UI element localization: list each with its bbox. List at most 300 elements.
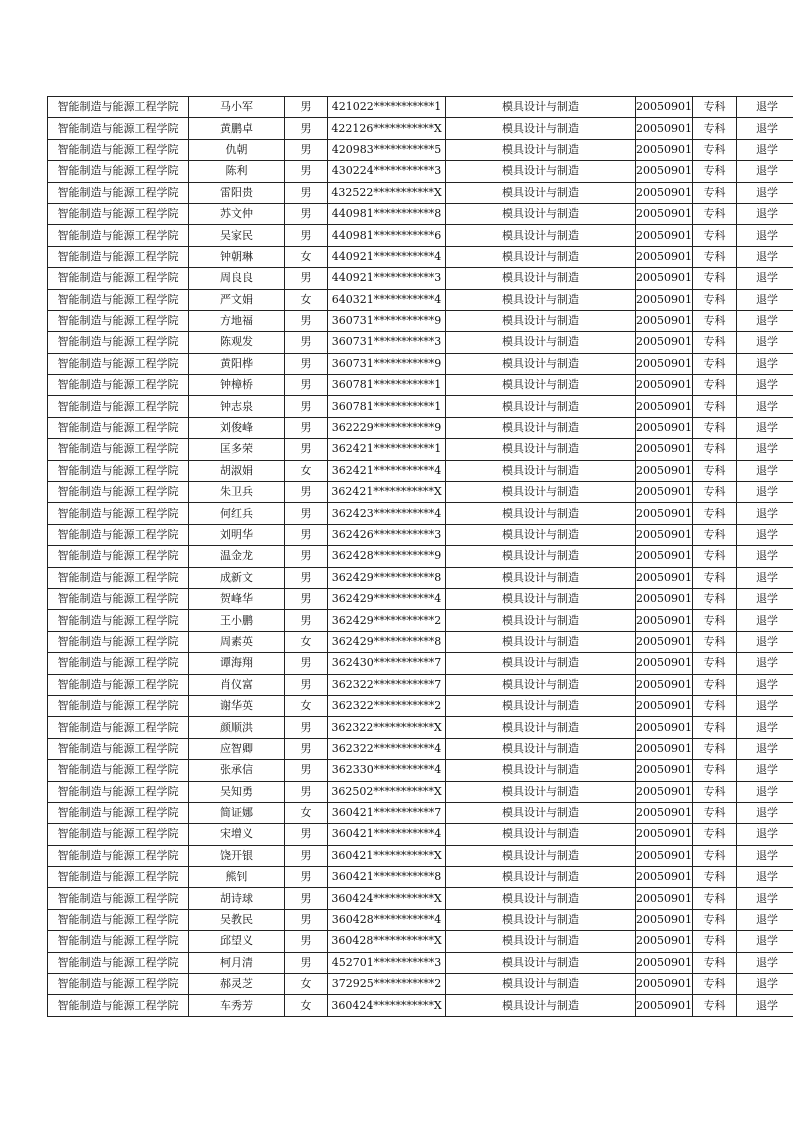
table-row: [48, 97, 793, 118]
name-cell: 成新文: [189, 567, 285, 588]
major-cell: 模具设计与制造: [446, 182, 636, 203]
enroll-date-cell: 20050901: [636, 182, 693, 203]
gender-cell: 男: [285, 396, 328, 417]
level-cell: 专科: [693, 182, 737, 203]
id-number-cell: 440981***********6: [328, 225, 446, 246]
id-number-cell: 360421***********7: [328, 802, 446, 823]
major-cell: 模具设计与制造: [446, 717, 636, 738]
name-cell: 黄阳桦: [189, 353, 285, 374]
table-row: [48, 760, 793, 781]
table-row: [48, 396, 793, 417]
level-cell: 专科: [693, 353, 737, 374]
enroll-date-cell: 20050901: [636, 332, 693, 353]
status-cell: 退学: [737, 760, 793, 781]
college-cell: 智能制造与能源工程学院: [48, 139, 189, 160]
college-cell: 智能制造与能源工程学院: [48, 653, 189, 674]
enroll-date-cell: 20050901: [636, 909, 693, 930]
major-cell: 模具设计与制造: [446, 802, 636, 823]
gender-cell: 男: [285, 931, 328, 952]
enroll-date-cell: 20050901: [636, 995, 693, 1016]
table-row: [48, 717, 793, 738]
gender-cell: 男: [285, 952, 328, 973]
major-cell: 模具设计与制造: [446, 845, 636, 866]
status-cell: 退学: [737, 867, 793, 888]
gender-cell: 男: [285, 203, 328, 224]
major-cell: 模具设计与制造: [446, 268, 636, 289]
status-cell: 退学: [737, 118, 793, 139]
status-cell: 退学: [737, 396, 793, 417]
level-cell: 专科: [693, 974, 737, 995]
level-cell: 专科: [693, 375, 737, 396]
name-cell: 吴知勇: [189, 781, 285, 802]
level-cell: 专科: [693, 952, 737, 973]
table-row: [48, 546, 793, 567]
college-cell: 智能制造与能源工程学院: [48, 225, 189, 246]
name-cell: 邱望义: [189, 931, 285, 952]
major-cell: 模具设计与制造: [446, 974, 636, 995]
level-cell: 专科: [693, 503, 737, 524]
status-cell: 退学: [737, 931, 793, 952]
status-cell: 退学: [737, 289, 793, 310]
name-cell: 何红兵: [189, 503, 285, 524]
gender-cell: 男: [285, 717, 328, 738]
major-cell: 模具设计与制造: [446, 738, 636, 759]
college-cell: 智能制造与能源工程学院: [48, 781, 189, 802]
enroll-date-cell: 20050901: [636, 139, 693, 160]
status-cell: 退学: [737, 653, 793, 674]
enroll-date-cell: 20050901: [636, 695, 693, 716]
enroll-date-cell: 20050901: [636, 567, 693, 588]
enroll-date-cell: 20050901: [636, 353, 693, 374]
gender-cell: 女: [285, 460, 328, 481]
id-number-cell: 452701***********3: [328, 952, 446, 973]
id-number-cell: 430224***********3: [328, 161, 446, 182]
status-cell: 退学: [737, 375, 793, 396]
college-cell: 智能制造与能源工程学院: [48, 182, 189, 203]
table-row: [48, 268, 793, 289]
level-cell: 专科: [693, 802, 737, 823]
college-cell: 智能制造与能源工程学院: [48, 375, 189, 396]
name-cell: 陈利: [189, 161, 285, 182]
status-cell: 退学: [737, 974, 793, 995]
level-cell: 专科: [693, 417, 737, 438]
college-cell: 智能制造与能源工程学院: [48, 439, 189, 460]
level-cell: 专科: [693, 246, 737, 267]
major-cell: 模具设计与制造: [446, 118, 636, 139]
major-cell: 模具设计与制造: [446, 161, 636, 182]
id-number-cell: 362330***********4: [328, 760, 446, 781]
enroll-date-cell: 20050901: [636, 375, 693, 396]
college-cell: 智能制造与能源工程学院: [48, 909, 189, 930]
name-cell: 钟樟桥: [189, 375, 285, 396]
name-cell: 颜顺洪: [189, 717, 285, 738]
major-cell: 模具设计与制造: [446, 909, 636, 930]
major-cell: 模具设计与制造: [446, 503, 636, 524]
id-number-cell: 362430***********7: [328, 653, 446, 674]
status-cell: 退学: [737, 524, 793, 545]
id-number-cell: 360421***********4: [328, 824, 446, 845]
status-cell: 退学: [737, 631, 793, 652]
name-cell: 熊钊: [189, 867, 285, 888]
name-cell: 苏文仲: [189, 203, 285, 224]
table-row: [48, 439, 793, 460]
table-row: [48, 695, 793, 716]
table-row: [48, 182, 793, 203]
name-cell: 胡诗球: [189, 888, 285, 909]
name-cell: 肖仪富: [189, 674, 285, 695]
major-cell: 模具设计与制造: [446, 695, 636, 716]
college-cell: 智能制造与能源工程学院: [48, 310, 189, 331]
status-cell: 退学: [737, 439, 793, 460]
gender-cell: 女: [285, 246, 328, 267]
id-number-cell: 362428***********9: [328, 546, 446, 567]
major-cell: 模具设计与制造: [446, 588, 636, 609]
table-row: [48, 845, 793, 866]
major-cell: 模具设计与制造: [446, 203, 636, 224]
gender-cell: 男: [285, 225, 328, 246]
id-number-cell: 362426***********3: [328, 524, 446, 545]
college-cell: 智能制造与能源工程学院: [48, 417, 189, 438]
enroll-date-cell: 20050901: [636, 439, 693, 460]
gender-cell: 男: [285, 118, 328, 139]
gender-cell: 男: [285, 161, 328, 182]
name-cell: 简证娜: [189, 802, 285, 823]
college-cell: 智能制造与能源工程学院: [48, 161, 189, 182]
id-number-cell: 422126***********X: [328, 118, 446, 139]
table-row: [48, 161, 793, 182]
gender-cell: 女: [285, 974, 328, 995]
major-cell: 模具设计与制造: [446, 931, 636, 952]
college-cell: 智能制造与能源工程学院: [48, 738, 189, 759]
college-cell: 智能制造与能源工程学院: [48, 760, 189, 781]
college-cell: 智能制造与能源工程学院: [48, 802, 189, 823]
id-number-cell: 362429***********4: [328, 588, 446, 609]
college-cell: 智能制造与能源工程学院: [48, 268, 189, 289]
name-cell: 张承信: [189, 760, 285, 781]
level-cell: 专科: [693, 118, 737, 139]
id-number-cell: 360781***********1: [328, 396, 446, 417]
level-cell: 专科: [693, 888, 737, 909]
name-cell: 黄鹏卓: [189, 118, 285, 139]
table-row: [48, 802, 793, 823]
college-cell: 智能制造与能源工程学院: [48, 717, 189, 738]
enroll-date-cell: 20050901: [636, 396, 693, 417]
gender-cell: 男: [285, 674, 328, 695]
id-number-cell: 440921***********4: [328, 246, 446, 267]
enroll-date-cell: 20050901: [636, 802, 693, 823]
college-cell: 智能制造与能源工程学院: [48, 952, 189, 973]
enroll-date-cell: 20050901: [636, 246, 693, 267]
gender-cell: 女: [285, 802, 328, 823]
id-number-cell: 360731***********9: [328, 353, 446, 374]
gender-cell: 男: [285, 888, 328, 909]
college-cell: 智能制造与能源工程学院: [48, 674, 189, 695]
enroll-date-cell: 20050901: [636, 417, 693, 438]
table-row: [48, 289, 793, 310]
table-row: [48, 781, 793, 802]
level-cell: 专科: [693, 674, 737, 695]
enroll-date-cell: 20050901: [636, 867, 693, 888]
status-cell: 退学: [737, 161, 793, 182]
status-cell: 退学: [737, 417, 793, 438]
status-cell: 退学: [737, 332, 793, 353]
id-number-cell: 421022***********1: [328, 97, 446, 118]
gender-cell: 男: [285, 439, 328, 460]
college-cell: 智能制造与能源工程学院: [48, 931, 189, 952]
college-cell: 智能制造与能源工程学院: [48, 524, 189, 545]
level-cell: 专科: [693, 268, 737, 289]
enroll-date-cell: 20050901: [636, 118, 693, 139]
id-number-cell: 360421***********X: [328, 845, 446, 866]
level-cell: 专科: [693, 97, 737, 118]
status-cell: 退学: [737, 845, 793, 866]
level-cell: 专科: [693, 567, 737, 588]
id-number-cell: 362322***********4: [328, 738, 446, 759]
level-cell: 专科: [693, 139, 737, 160]
enroll-date-cell: 20050901: [636, 845, 693, 866]
enroll-date-cell: 20050901: [636, 631, 693, 652]
gender-cell: 男: [285, 824, 328, 845]
name-cell: 钟志泉: [189, 396, 285, 417]
name-cell: 刘俊峰: [189, 417, 285, 438]
status-cell: 退学: [737, 909, 793, 930]
level-cell: 专科: [693, 460, 737, 481]
major-cell: 模具设计与制造: [446, 460, 636, 481]
level-cell: 专科: [693, 738, 737, 759]
gender-cell: 男: [285, 375, 328, 396]
enroll-date-cell: 20050901: [636, 760, 693, 781]
level-cell: 专科: [693, 396, 737, 417]
status-cell: 退学: [737, 824, 793, 845]
college-cell: 智能制造与能源工程学院: [48, 353, 189, 374]
table-row: [48, 375, 793, 396]
enroll-date-cell: 20050901: [636, 952, 693, 973]
level-cell: 专科: [693, 546, 737, 567]
gender-cell: 女: [285, 695, 328, 716]
gender-cell: 男: [285, 353, 328, 374]
major-cell: 模具设计与制造: [446, 631, 636, 652]
id-number-cell: 432522***********X: [328, 182, 446, 203]
college-cell: 智能制造与能源工程学院: [48, 824, 189, 845]
major-cell: 模具设计与制造: [446, 289, 636, 310]
name-cell: 宋增义: [189, 824, 285, 845]
college-cell: 智能制造与能源工程学院: [48, 118, 189, 139]
major-cell: 模具设计与制造: [446, 97, 636, 118]
level-cell: 专科: [693, 203, 737, 224]
level-cell: 专科: [693, 824, 737, 845]
id-number-cell: 360428***********4: [328, 909, 446, 930]
status-cell: 退学: [737, 695, 793, 716]
status-cell: 退学: [737, 546, 793, 567]
table-row: [48, 888, 793, 909]
major-cell: 模具设计与制造: [446, 674, 636, 695]
major-cell: 模具设计与制造: [446, 139, 636, 160]
gender-cell: 男: [285, 268, 328, 289]
enroll-date-cell: 20050901: [636, 781, 693, 802]
major-cell: 模具设计与制造: [446, 396, 636, 417]
level-cell: 专科: [693, 310, 737, 331]
id-number-cell: 360424***********X: [328, 888, 446, 909]
name-cell: 钟朝琳: [189, 246, 285, 267]
name-cell: 周素英: [189, 631, 285, 652]
gender-cell: 男: [285, 503, 328, 524]
level-cell: 专科: [693, 695, 737, 716]
id-number-cell: 362421***********1: [328, 439, 446, 460]
id-number-cell: 362421***********4: [328, 460, 446, 481]
gender-cell: 女: [285, 289, 328, 310]
enroll-date-cell: 20050901: [636, 588, 693, 609]
name-cell: 刘明华: [189, 524, 285, 545]
major-cell: 模具设计与制造: [446, 952, 636, 973]
gender-cell: 男: [285, 781, 328, 802]
id-number-cell: 360421***********8: [328, 867, 446, 888]
college-cell: 智能制造与能源工程学院: [48, 246, 189, 267]
enroll-date-cell: 20050901: [636, 717, 693, 738]
enroll-date-cell: 20050901: [636, 931, 693, 952]
name-cell: 朱卫兵: [189, 482, 285, 503]
gender-cell: 男: [285, 738, 328, 759]
status-cell: 退学: [737, 717, 793, 738]
level-cell: 专科: [693, 482, 737, 503]
major-cell: 模具设计与制造: [446, 524, 636, 545]
major-cell: 模具设计与制造: [446, 995, 636, 1016]
table-row: [48, 909, 793, 930]
gender-cell: 男: [285, 332, 328, 353]
level-cell: 专科: [693, 653, 737, 674]
name-cell: 谭海翔: [189, 653, 285, 674]
status-cell: 退学: [737, 353, 793, 374]
table-row: [48, 118, 793, 139]
name-cell: 马小军: [189, 97, 285, 118]
id-number-cell: 360731***********9: [328, 310, 446, 331]
enroll-date-cell: 20050901: [636, 460, 693, 481]
major-cell: 模具设计与制造: [446, 653, 636, 674]
status-cell: 退学: [737, 460, 793, 481]
name-cell: 雷阳贵: [189, 182, 285, 203]
table-row: [48, 738, 793, 759]
name-cell: 方地福: [189, 310, 285, 331]
table-row: [48, 952, 793, 973]
name-cell: 温金龙: [189, 546, 285, 567]
enroll-date-cell: 20050901: [636, 824, 693, 845]
college-cell: 智能制造与能源工程学院: [48, 503, 189, 524]
level-cell: 专科: [693, 439, 737, 460]
enroll-date-cell: 20050901: [636, 310, 693, 331]
id-number-cell: 362421***********X: [328, 482, 446, 503]
status-cell: 退学: [737, 738, 793, 759]
gender-cell: 女: [285, 995, 328, 1016]
major-cell: 模具设计与制造: [446, 888, 636, 909]
table-row: [48, 631, 793, 652]
college-cell: 智能制造与能源工程学院: [48, 332, 189, 353]
enroll-date-cell: 20050901: [636, 225, 693, 246]
id-number-cell: 360424***********X: [328, 995, 446, 1016]
major-cell: 模具设计与制造: [446, 225, 636, 246]
id-number-cell: 640321***********4: [328, 289, 446, 310]
gender-cell: 男: [285, 524, 328, 545]
level-cell: 专科: [693, 225, 737, 246]
college-cell: 智能制造与能源工程学院: [48, 97, 189, 118]
table-row: [48, 674, 793, 695]
table-row: [48, 931, 793, 952]
major-cell: 模具设计与制造: [446, 867, 636, 888]
id-number-cell: 440981***********8: [328, 203, 446, 224]
level-cell: 专科: [693, 845, 737, 866]
enroll-date-cell: 20050901: [636, 738, 693, 759]
name-cell: 吴家民: [189, 225, 285, 246]
major-cell: 模具设计与制造: [446, 610, 636, 631]
name-cell: 严文娟: [189, 289, 285, 310]
status-cell: 退学: [737, 97, 793, 118]
table-row: [48, 482, 793, 503]
enroll-date-cell: 20050901: [636, 974, 693, 995]
gender-cell: 男: [285, 546, 328, 567]
level-cell: 专科: [693, 524, 737, 545]
gender-cell: 男: [285, 417, 328, 438]
table-row: [48, 310, 793, 331]
enroll-date-cell: 20050901: [636, 482, 693, 503]
id-number-cell: 362322***********X: [328, 717, 446, 738]
status-cell: 退学: [737, 182, 793, 203]
id-number-cell: 362322***********7: [328, 674, 446, 695]
major-cell: 模具设计与制造: [446, 310, 636, 331]
college-cell: 智能制造与能源工程学院: [48, 867, 189, 888]
gender-cell: 男: [285, 588, 328, 609]
id-number-cell: 372925***********2: [328, 974, 446, 995]
name-cell: 柯月清: [189, 952, 285, 973]
college-cell: 智能制造与能源工程学院: [48, 203, 189, 224]
level-cell: 专科: [693, 995, 737, 1016]
status-cell: 退学: [737, 888, 793, 909]
enroll-date-cell: 20050901: [636, 268, 693, 289]
name-cell: 车秀芳: [189, 995, 285, 1016]
level-cell: 专科: [693, 631, 737, 652]
table-row: [48, 524, 793, 545]
enroll-date-cell: 20050901: [636, 203, 693, 224]
table-row: [48, 460, 793, 481]
status-cell: 退学: [737, 995, 793, 1016]
status-cell: 退学: [737, 482, 793, 503]
id-number-cell: 362429***********8: [328, 631, 446, 652]
gender-cell: 男: [285, 567, 328, 588]
table-row: [48, 246, 793, 267]
major-cell: 模具设计与制造: [446, 417, 636, 438]
enroll-date-cell: 20050901: [636, 97, 693, 118]
id-number-cell: 420983***********5: [328, 139, 446, 160]
gender-cell: 男: [285, 139, 328, 160]
id-number-cell: 360428***********X: [328, 931, 446, 952]
enroll-date-cell: 20050901: [636, 161, 693, 182]
college-cell: 智能制造与能源工程学院: [48, 695, 189, 716]
id-number-cell: 362502***********X: [328, 781, 446, 802]
id-number-cell: 362423***********4: [328, 503, 446, 524]
name-cell: 贺峰华: [189, 588, 285, 609]
enroll-date-cell: 20050901: [636, 674, 693, 695]
name-cell: 王小鹏: [189, 610, 285, 631]
table-row: [48, 417, 793, 438]
college-cell: 智能制造与能源工程学院: [48, 546, 189, 567]
enroll-date-cell: 20050901: [636, 888, 693, 909]
status-cell: 退学: [737, 225, 793, 246]
gender-cell: 男: [285, 310, 328, 331]
college-cell: 智能制造与能源工程学院: [48, 588, 189, 609]
gender-cell: 男: [285, 182, 328, 203]
name-cell: 应智卿: [189, 738, 285, 759]
status-cell: 退学: [737, 952, 793, 973]
college-cell: 智能制造与能源工程学院: [48, 396, 189, 417]
level-cell: 专科: [693, 289, 737, 310]
name-cell: 匡多荣: [189, 439, 285, 460]
